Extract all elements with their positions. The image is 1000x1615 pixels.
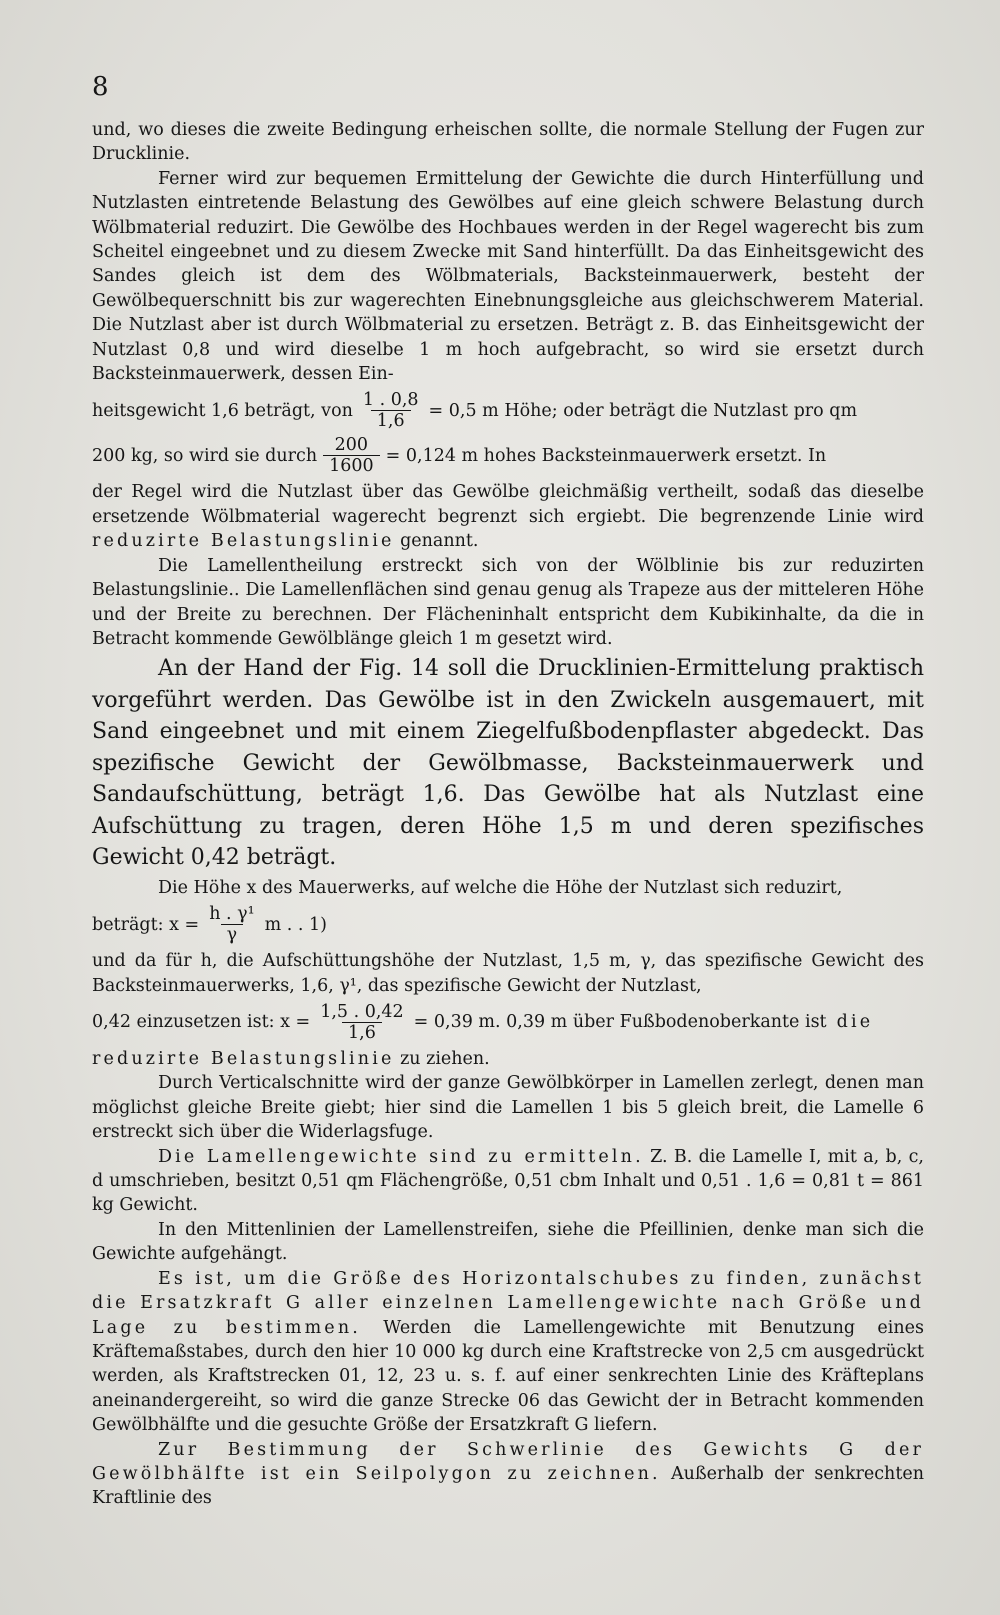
fraction-2-denominator: 1600	[323, 455, 380, 476]
fraction-4-numerator: 1,5 . 0,42	[320, 1002, 404, 1023]
paragraph-3: Die Lamellentheilung erstreckt sich von der Wölblinie bis zur reduzirten Belastungslinie.. Die Lamellenflächen sind genau genug als Trapeze aus der mitteleren Höhe und der Breite zu berechnen. Der Flächeninhalt entspricht dem Kubikinhalte, da die in Betracht kommende Gewölblänge gleich 1 m gesetzt wird.	[92, 555, 924, 649]
fraction-2-numerator: 200	[334, 435, 369, 456]
fraction-1-denominator: 1,6	[371, 410, 411, 431]
formula-4-spaced-word: die	[836, 1012, 874, 1033]
paragraph-4-large: An der Hand der Fig. 14 soll die Drucklinien-Ermittelung praktisch vorgeführt werden. Das Gewölbe ist in den Zwickeln ausgemauert, mit Sand eingeebnet und mit einem Ziegelfußbodenpflaster abgedeckt. Das spezifische Gewicht der Gewölbmasse, Backsteinmauerwerk und Sandaufschüttung, beträgt 1,6. Das Gewölbe hat als Nutzlast eine Aufschüttung zu tragen, deren Höhe 1,5 m und deren spezifisches Gewicht 0,42 beträgt.	[92, 656, 924, 871]
paragraph-2-end: genannt.	[400, 531, 479, 552]
paragraph-11-spaced: Zur Bestimmung der Schwerlinie des Gewichts G der Gewölbhälfte ist ein Seilpolygon zu zeichnen.	[92, 1439, 924, 1484]
formula-3-prefix: beträgt: x =	[92, 914, 200, 935]
paragraph-11-text: Außerhalb der senkrechten Kraftlinie des	[92, 1463, 924, 1509]
paragraph-7: Durch Verticalschnitte wird der ganze Gewölbkörper in Lamellen zerlegt, denen man möglichst gleiche Breite giebt; hier sind die Lamellen 1 bis 5 gleich breit, die Lamelle 6 erstreckt sich über die Widerlagsfuge.	[92, 1073, 924, 1143]
formula-3-suffix: m . . 1)	[264, 914, 327, 935]
paragraph-8-spaced: Die Lamellengewichte sind zu ermitteln.	[158, 1146, 644, 1167]
paragraph-9: In den Mittenlinien der Lamellenstreifen, siehe die Pfeillinien, denke man sich die Gewichte aufgehängt.	[92, 1219, 924, 1265]
formula-line-2	[92, 435, 924, 476]
formula-4-prefix: 0,42 einzusetzen ist: x =	[92, 1012, 311, 1033]
paragraph-10-text: Werden die Lamellengewichte mit Benutzung eines Kräftemaßstabes, durch den hier 10 000 kg durch eine Kraftstrecke von 2,5 cm ausgedrückt werden, als Kraftstrecken 01, 12, 23 u. s. f. auf einer senkrechten Linie des Kräfteplans aneinandergereiht, so wird die ganze Strecke 06 das Gewicht der in Betracht kommenden Gewölbhälfte und die gesuchte Größe der Ersatzkraft G liefern.	[92, 1317, 924, 1436]
fraction-1-numerator: 1 . 0,8	[362, 390, 419, 411]
paragraph-6: und da für h, die Aufschüttungshöhe der Nutzlast, 1,5 m, γ, das spezifische Gewicht des Backsteinmauerwerks, 1,6, γ¹, das spezifische Gewicht der Nutzlast,	[92, 951, 924, 996]
formula-line-1	[92, 390, 924, 431]
fraction-3-denominator: γ	[221, 924, 243, 945]
fraction-4-denominator: 1,6	[342, 1022, 382, 1043]
paragraph-1: und, wo dieses die zweite Bedingung erheischen sollte, die normale Stellung der Fugen zur Drucklinie.	[92, 120, 924, 165]
paragraph-6-continued	[92, 1047, 924, 1071]
paragraph-2-continued-text: der Regel wird die Nutzlast über das Gewölbe gleichmäßig vertheilt, sodaß das dieselbe ersetzende Wölbmaterial wagerecht begrenzt sich ergiebt. Die begrenzende Linie wird	[92, 482, 924, 527]
paragraph-10	[92, 1267, 924, 1438]
paragraph-11	[92, 1438, 924, 1511]
paragraph-2-continued	[92, 480, 924, 553]
paragraph-5: Die Höhe x des Mauerwerks, auf welche die Höhe der Nutzlast sich reduzirt,	[158, 877, 843, 898]
formula-1-suffix: = 0,5 m Höhe; oder beträgt die Nutzlast pro qm	[428, 400, 858, 421]
formula-2-prefix: 200 kg, so wird sie durch	[92, 445, 318, 466]
paragraph-10-spaced: Es ist, um die Größe des Horizontalschubes zu finden, zunächst die Ersatzkraft G aller einzelnen Lamellengewichte nach Größe und Lage zu bestimmen.	[92, 1268, 924, 1338]
paragraph-2: Ferner wird zur bequemen Ermittelung der Gewichte die durch Hinterfüllung und Nutzlasten eintretende Belastung des Gewölbes auf eine gleich schwere Belastung durch Wölbmaterial reduzirt. Die Gewölbe des Hochbaues werden in der Regel wagerecht bis zum Scheitel eingeebnet und zu diesem Zwecke mit Sand hinterfüllt. Da das Einheitsgewicht des Sandes gleich ist dem des Wölbmaterials, Backsteinmauerwerk, besteht der Gewölbequerschnitt bis zur wagerechten Einebnungsgleiche aus gleichschwerem Material. Die Nutzlast aber ist durch Wölbmaterial zu ersetzen. Beträgt z. B. das Einheitsgewicht der Nutzlast 0,8 und wird dieselbe 1 m hoch aufgebracht, so wird sie ersetzt durch Backsteinmauerwerk, dessen Ein-	[92, 168, 924, 385]
term-reduzirte-belastungslinie-2: reduzirte Belastungslinie	[92, 1049, 395, 1070]
page-body	[92, 118, 924, 1511]
fraction-4	[316, 1002, 407, 1043]
fraction-1	[359, 390, 423, 431]
term-reduzirte-belastungslinie: reduzirte Belastungslinie	[92, 531, 395, 552]
fraction-3-numerator: h . γ¹	[209, 904, 255, 925]
formula-4-suffix: = 0,39 m. 0,39 m über Fußbodenoberkante ist	[413, 1012, 827, 1033]
formula-line-3	[92, 904, 924, 945]
formula-1-prefix: heitsgewicht 1,6 beträgt, von	[92, 400, 353, 421]
fraction-3	[205, 904, 258, 945]
formula-line-4	[92, 1002, 924, 1043]
paragraph-6-end: zu ziehen.	[400, 1049, 490, 1070]
page-number: 8	[92, 72, 109, 102]
paragraph-8-text: Z. B. die Lamelle I, mit a, b, c, d umschrieben, besitzt 0,51 qm Flächengröße, 0,51 cbm Inhalt und 0,51 . 1,6 = 0,81 t = 861 kg Gewicht.	[92, 1146, 924, 1216]
paragraph-8	[92, 1145, 924, 1218]
formula-2-suffix: = 0,124 m hohes Backsteinmauerwerk ersetzt. In	[385, 445, 827, 466]
fraction-2	[323, 435, 380, 476]
